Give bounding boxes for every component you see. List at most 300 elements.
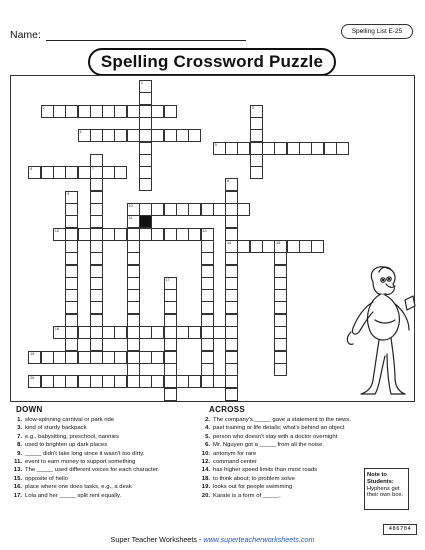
crossword-cell[interactable]	[225, 178, 238, 191]
crossword-cell[interactable]	[41, 375, 54, 388]
crossword-cell[interactable]	[41, 105, 54, 118]
crossword-cell[interactable]	[250, 142, 263, 155]
crossword-cell[interactable]	[164, 129, 177, 142]
crossword-cell[interactable]	[90, 105, 103, 118]
clue-number: 9.	[17, 450, 22, 457]
clue-number: 9	[67, 191, 70, 196]
crossword-cell[interactable]	[90, 154, 103, 167]
crossword-cell[interactable]	[90, 265, 103, 278]
crossword-cell[interactable]	[201, 338, 214, 351]
crossword-cell[interactable]	[188, 129, 201, 142]
clue-number: 6.	[205, 442, 210, 449]
crossword-cell[interactable]	[225, 338, 238, 351]
crossword-cell[interactable]	[127, 289, 140, 302]
crossword-cell[interactable]	[90, 314, 103, 327]
crossword-cell[interactable]	[114, 326, 127, 339]
crossword-cell[interactable]	[53, 166, 66, 179]
crossword-cell[interactable]	[225, 301, 238, 314]
clue-text: to think about; to problem solve	[213, 475, 295, 482]
crossword-cell[interactable]	[213, 375, 226, 388]
clue-number: 10.	[201, 450, 210, 457]
cartoon-character-illustration	[339, 262, 417, 402]
crossword-cell[interactable]	[225, 215, 238, 228]
crossword-cell[interactable]	[201, 203, 214, 216]
crossword-cell[interactable]	[65, 326, 78, 339]
across-clue	[196, 458, 351, 466]
crossword-cell[interactable]	[53, 326, 66, 339]
crossword-cell[interactable]	[176, 228, 189, 241]
crossword-cell[interactable]	[225, 240, 238, 253]
crossword-cell[interactable]	[164, 363, 177, 376]
crossword-cell[interactable]	[225, 351, 238, 364]
crossword-cell[interactable]	[237, 240, 250, 253]
crossword-cell[interactable]	[250, 129, 263, 142]
clue-number: 18	[54, 327, 59, 331]
crossword-cell[interactable]	[151, 326, 164, 339]
down-clue	[8, 492, 159, 500]
crossword-cell[interactable]	[90, 252, 103, 265]
page-title: Spelling Crossword Puzzle	[88, 48, 336, 76]
across-clue-list	[196, 416, 351, 500]
clue-text: person who doesn't stay with a doctor overnight	[213, 433, 338, 440]
crossword-cell[interactable]	[213, 142, 226, 155]
crossword-cell[interactable]	[114, 375, 127, 388]
crossword-cell[interactable]	[176, 203, 189, 216]
down-clue	[8, 441, 159, 449]
crossword-cell[interactable]	[78, 326, 91, 339]
crossword-cell[interactable]	[65, 105, 78, 118]
down-clue	[8, 433, 159, 441]
crossword-cell[interactable]	[90, 203, 103, 216]
crossword-cell[interactable]	[164, 301, 177, 314]
crossword-cell[interactable]	[274, 265, 287, 278]
clue-number: 7	[91, 167, 94, 172]
crossword-cell[interactable]	[250, 240, 263, 253]
crossword-cell[interactable]	[127, 301, 140, 314]
crossword-cell[interactable]	[225, 388, 238, 401]
clue-text: has higher speed limits than most roads	[213, 467, 318, 474]
crossword-cell[interactable]	[102, 228, 115, 241]
clue-text: The _____ used different voices for each character.	[25, 467, 160, 474]
clue-number: 18.	[201, 475, 210, 482]
clue-number: 13	[202, 228, 207, 233]
crossword-cell[interactable]	[127, 215, 140, 228]
crossword-cell[interactable]	[53, 105, 66, 118]
crossword-cell[interactable]	[28, 166, 41, 179]
crossword-cell[interactable]	[102, 105, 115, 118]
clue-text: slow-spinning carnival or park ride	[25, 417, 115, 423]
crossword-cell[interactable]	[90, 351, 103, 364]
crossword-cell[interactable]	[262, 142, 275, 155]
crossword-cell[interactable]	[274, 351, 287, 364]
crossword-cell[interactable]	[151, 129, 164, 142]
crossword-cell[interactable]	[274, 326, 287, 339]
crossword-cell[interactable]	[41, 351, 54, 364]
crossword-cell[interactable]	[164, 351, 177, 364]
across-heading: ACROSS	[209, 405, 246, 414]
crossword-cell[interactable]	[102, 351, 115, 364]
footer	[0, 535, 425, 544]
clue-number: 8	[227, 179, 230, 184]
crossword-cell[interactable]	[336, 142, 349, 155]
crossword-cell[interactable]	[274, 314, 287, 327]
crossword-cell[interactable]	[78, 375, 91, 388]
down-heading: DOWN	[16, 405, 43, 414]
clue-number: 5	[214, 142, 217, 147]
crossword-cell[interactable]	[90, 228, 103, 241]
crossword-cell[interactable]	[102, 375, 115, 388]
crossword-cell[interactable]	[127, 265, 140, 278]
crossword-cell[interactable]	[188, 203, 201, 216]
crossword-cell[interactable]	[114, 351, 127, 364]
clue-number: 15	[276, 240, 281, 245]
crossword-cell[interactable]	[237, 142, 250, 155]
clue-number: 3.	[17, 425, 22, 432]
crossword-cell[interactable]	[225, 142, 238, 155]
crossword-cell[interactable]	[299, 240, 312, 253]
crossword-cell[interactable]	[90, 338, 103, 351]
crossword-cell[interactable]	[201, 314, 214, 327]
clue-number: 13.	[13, 467, 22, 474]
crossword-cell[interactable]	[65, 265, 78, 278]
clue-text: Lola and her _____ split rent equally.	[25, 492, 122, 499]
name-label: Name:	[10, 29, 41, 41]
down-clue	[8, 466, 159, 474]
crossword-cell[interactable]	[151, 105, 164, 118]
crossword-cell[interactable]	[225, 289, 238, 302]
crossword-cell[interactable]	[78, 105, 91, 118]
clue-text: Karate is a form of _____.	[213, 492, 281, 499]
crossword-cell[interactable]	[90, 375, 103, 388]
crossword-cell[interactable]	[250, 166, 263, 179]
across-clue	[196, 466, 351, 474]
crossword-cell[interactable]	[53, 351, 66, 364]
clue-number: 7.	[17, 433, 22, 440]
crossword-cell[interactable]	[127, 105, 140, 118]
crossword-cell[interactable]	[201, 265, 214, 278]
crossword-cell[interactable]	[225, 203, 238, 216]
crossword-cell[interactable]	[164, 338, 177, 351]
clue-number: 1	[141, 81, 143, 85]
down-clue	[8, 475, 159, 483]
clue-number: 4	[79, 130, 82, 135]
crossword-cell[interactable]	[139, 228, 152, 241]
crossword-cell[interactable]	[151, 375, 164, 388]
crossword-cell[interactable]	[274, 240, 287, 253]
down-clue	[8, 450, 159, 458]
down-clue-list	[8, 416, 159, 500]
crossword-cell[interactable]	[287, 142, 300, 155]
crossword-cell[interactable]	[65, 240, 78, 253]
crossword-cell[interactable]	[139, 80, 152, 93]
crossword-cell[interactable]	[127, 363, 140, 376]
crossword-cell[interactable]	[65, 215, 78, 228]
clue-number: 12.	[201, 458, 210, 465]
crossword-cell[interactable]	[274, 289, 287, 302]
clue-text: opposite of hello	[25, 475, 68, 482]
crossword-cell[interactable]	[127, 228, 140, 241]
clue-number: 12	[54, 228, 59, 233]
clue-number: 20	[30, 376, 35, 381]
down-clue	[8, 483, 159, 491]
crossword-cell[interactable]	[127, 203, 140, 216]
crossword-cell[interactable]	[90, 326, 103, 339]
crossword-cell[interactable]	[139, 117, 152, 130]
crossword-cell[interactable]	[201, 351, 214, 364]
crossword-cell[interactable]	[78, 166, 91, 179]
across-clue	[196, 492, 351, 500]
crossword-cell[interactable]	[201, 301, 214, 314]
clue-text: event to earn money to support something	[25, 458, 136, 465]
name-line	[46, 40, 246, 41]
clue-number: 11.	[14, 458, 22, 465]
crossword-cell[interactable]	[274, 142, 287, 155]
crossword-cell[interactable]	[151, 203, 164, 216]
crossword-cell[interactable]	[127, 351, 140, 364]
crossword-cell[interactable]	[90, 129, 103, 142]
clue-text: looks out for people swimming	[213, 484, 293, 491]
crossword-cell[interactable]	[274, 338, 287, 351]
crossword-cell[interactable]	[65, 301, 78, 314]
crossword-cell[interactable]	[164, 388, 177, 401]
crossword-cell[interactable]	[78, 351, 91, 364]
across-clue	[196, 424, 351, 432]
crossword-cell[interactable]	[65, 375, 78, 388]
crossword-cell[interactable]	[151, 351, 164, 364]
crossword-cell[interactable]	[164, 277, 177, 290]
footer-brand: Super Teacher Worksheets	[110, 535, 197, 544]
down-clue	[8, 416, 159, 424]
crossword-cell[interactable]	[201, 252, 214, 265]
crossword-cell[interactable]	[127, 326, 140, 339]
crossword-cell[interactable]	[127, 314, 140, 327]
clue-text: kind of sturdy backpack	[25, 425, 87, 432]
clue-number: 19	[30, 351, 35, 356]
crossword-cell[interactable]	[139, 351, 152, 364]
crossword-cell[interactable]	[176, 375, 189, 388]
footer-url-link[interactable]: www.superteacherworksheets.com	[203, 535, 315, 544]
clue-number: 2.	[205, 417, 210, 423]
crossword-cell[interactable]	[127, 240, 140, 253]
crossword-cell[interactable]	[102, 166, 115, 179]
clue-text: used to brighten up dark places	[25, 442, 108, 449]
crossword-cell[interactable]	[65, 252, 78, 265]
crossword-cell[interactable]	[225, 314, 238, 327]
crossword-cell[interactable]	[311, 142, 324, 155]
crossword-cell[interactable]	[274, 252, 287, 265]
crossword-cell[interactable]	[78, 129, 91, 142]
crossword-cell[interactable]	[114, 228, 127, 241]
across-clue	[196, 441, 351, 449]
crossword-cell[interactable]	[53, 228, 66, 241]
crossword-cell[interactable]	[213, 203, 226, 216]
crossword-cell[interactable]	[225, 252, 238, 265]
crossword-cell[interactable]	[41, 166, 54, 179]
crossword-cell[interactable]	[225, 277, 238, 290]
clue-text: antonym for rare	[213, 450, 257, 457]
crossword-cell[interactable]	[164, 289, 177, 302]
crossword-cell[interactable]	[201, 363, 214, 376]
crossword-cell[interactable]	[250, 117, 263, 130]
crossword-cell[interactable]	[237, 203, 250, 216]
crossword-cell[interactable]	[127, 129, 140, 142]
crossword-cell[interactable]	[164, 375, 177, 388]
crossword-cell[interactable]	[114, 166, 127, 179]
across-clue	[196, 433, 351, 441]
clue-number: 11	[128, 216, 133, 221]
crossword-cell[interactable]	[114, 129, 127, 142]
crossword-cell[interactable]	[201, 375, 214, 388]
crossword-cell[interactable]	[201, 277, 214, 290]
across-clue	[196, 475, 351, 483]
crossword-cell[interactable]	[225, 326, 238, 339]
crossword-cell[interactable]	[28, 375, 41, 388]
shaded-cell	[139, 215, 152, 228]
clue-text: past training or life details; what's behind an object	[213, 425, 345, 432]
crossword-cell[interactable]	[65, 351, 78, 364]
crossword-cell[interactable]	[53, 375, 66, 388]
crossword-cell[interactable]	[139, 154, 152, 167]
crossword-cell[interactable]	[65, 338, 78, 351]
crossword-cell[interactable]	[65, 203, 78, 216]
crossword-cell[interactable]	[164, 203, 177, 216]
crossword-cell[interactable]	[188, 228, 201, 241]
footer-separator: -	[196, 535, 204, 544]
crossword-cell[interactable]	[250, 154, 263, 167]
crossword-cell[interactable]	[139, 375, 152, 388]
crossword-cell[interactable]	[274, 277, 287, 290]
crossword-cell[interactable]	[139, 203, 152, 216]
note-box	[364, 468, 409, 510]
crossword-cell[interactable]	[90, 277, 103, 290]
crossword-cell[interactable]	[225, 191, 238, 204]
crossword-cell[interactable]	[225, 363, 238, 376]
crossword-cell[interactable]	[127, 252, 140, 265]
clue-text: The company's _____ gave a statement to the news.	[213, 417, 352, 423]
crossword-cell[interactable]	[102, 129, 115, 142]
crossword-cell[interactable]	[90, 289, 103, 302]
crossword-cell[interactable]	[65, 228, 78, 241]
clue-number: 19.	[201, 484, 210, 491]
across-clue	[196, 483, 351, 491]
clue-text: command center	[213, 458, 257, 465]
crossword-cell[interactable]	[201, 240, 214, 253]
crossword-cell[interactable]	[139, 129, 152, 142]
crossword-cell[interactable]	[65, 289, 78, 302]
clue-number: 20.	[201, 492, 210, 499]
clue-number: 5.	[205, 433, 210, 440]
clue-text: e.g., babysitting, preschool, nannies	[25, 433, 119, 440]
crossword-cell[interactable]	[65, 277, 78, 290]
note-body: Hyphens get their own box.	[367, 485, 404, 499]
note-title: Note to Students:	[367, 472, 394, 485]
crossword-cell[interactable]	[188, 326, 201, 339]
crossword-cell[interactable]	[102, 326, 115, 339]
clue-number: 17.	[13, 492, 22, 499]
crossword-cell[interactable]	[90, 215, 103, 228]
crossword-cell[interactable]	[90, 301, 103, 314]
crossword-cell[interactable]	[164, 326, 177, 339]
crossword-cell[interactable]	[176, 326, 189, 339]
crossword-cell[interactable]	[127, 375, 140, 388]
spelling-list-badge: Spelling List E-25	[341, 24, 413, 39]
crossword-cell[interactable]	[139, 105, 152, 118]
crossword-cell[interactable]	[139, 142, 152, 155]
crossword-cell[interactable]	[65, 166, 78, 179]
down-clue	[8, 424, 159, 432]
clue-number: 16.	[13, 484, 22, 491]
crossword-cell[interactable]	[28, 351, 41, 364]
crossword-cell[interactable]	[127, 277, 140, 290]
clue-number: 3	[251, 105, 254, 110]
crossword-cell[interactable]	[151, 228, 164, 241]
crossword-cell[interactable]	[225, 265, 238, 278]
crossword-cell[interactable]	[201, 326, 214, 339]
across-clue	[196, 450, 351, 458]
crossword-cell[interactable]	[139, 92, 152, 105]
crossword-cell[interactable]	[299, 142, 312, 155]
crossword-cell[interactable]	[127, 338, 140, 351]
crossword-cell[interactable]	[213, 326, 226, 339]
crossword-cell[interactable]	[90, 166, 103, 179]
clue-number: 14.	[201, 467, 210, 474]
crossword-cell[interactable]	[176, 129, 189, 142]
crossword-cell[interactable]	[311, 240, 324, 253]
crossword-cell[interactable]	[65, 191, 78, 204]
crossword-cell[interactable]	[164, 314, 177, 327]
clue-number: 10	[128, 204, 133, 208]
clue-number: 4.	[205, 425, 210, 432]
clue-number: 8.	[17, 442, 22, 449]
crossword-cell[interactable]	[78, 228, 91, 241]
crossword-cell[interactable]	[324, 142, 337, 155]
crossword-cell[interactable]	[225, 228, 238, 241]
crossword-cell[interactable]	[139, 166, 152, 179]
crossword-cell[interactable]	[188, 375, 201, 388]
crossword-cell[interactable]	[201, 289, 214, 302]
clue-number: 15.	[13, 475, 22, 482]
clue-text: _____ didn't take long since it wasn't too dirty.	[25, 450, 145, 457]
crossword-cell[interactable]	[90, 191, 103, 204]
crossword-cell[interactable]	[90, 240, 103, 253]
clue-number: 2	[42, 105, 45, 110]
clue-text: Mr. Nguyen got a _____ from all the noise.	[213, 442, 325, 449]
clue-number: 17	[165, 277, 170, 282]
crossword-cell[interactable]	[65, 314, 78, 327]
crossword-cell[interactable]	[262, 240, 275, 253]
crossword-cell[interactable]	[201, 228, 214, 241]
crossword-cell[interactable]	[139, 326, 152, 339]
crossword-cell[interactable]	[164, 105, 177, 118]
crossword-cell[interactable]	[274, 301, 287, 314]
clue-number: 14	[227, 240, 232, 245]
clue-number: 1.	[17, 417, 22, 423]
clue-text: place where one does tasks, e.g., a desk	[25, 484, 132, 491]
clue-number: 6	[30, 167, 33, 172]
worksheet-code: 486704	[383, 524, 417, 535]
crossword-cell[interactable]	[139, 178, 152, 191]
crossword-cell[interactable]	[225, 375, 238, 388]
crossword-cell[interactable]	[90, 178, 103, 191]
down-clue	[8, 458, 159, 466]
crossword-cell[interactable]	[114, 105, 127, 118]
crossword-cell[interactable]	[274, 363, 287, 376]
across-clue	[196, 416, 351, 424]
crossword-cell[interactable]	[287, 240, 300, 253]
crossword-cell[interactable]	[250, 105, 263, 118]
crossword-frame	[10, 75, 415, 402]
crossword-cell[interactable]	[164, 228, 177, 241]
